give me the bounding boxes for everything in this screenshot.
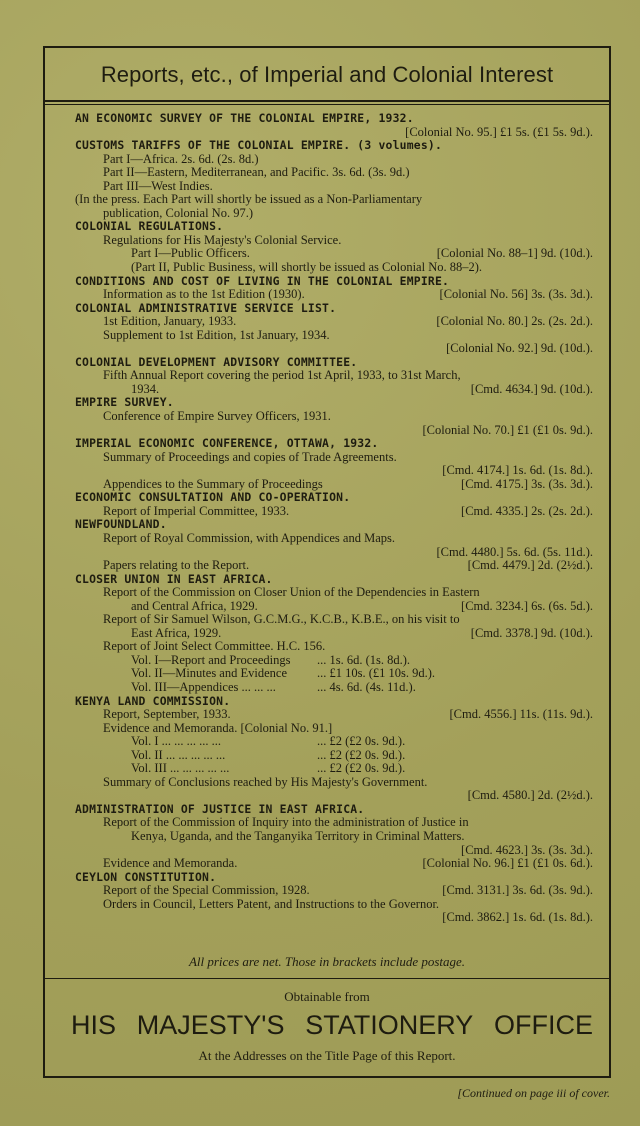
entry-line bbox=[75, 789, 593, 803]
heading-text: ECONOMIC CONSULTATION AND CO-OPERATION. bbox=[75, 490, 351, 505]
entry-text: Part II—Eastern, Mediterranean, and Pacific. 3s. 6d. (3s. 9d.) bbox=[103, 165, 410, 180]
entry-line bbox=[75, 234, 593, 248]
entry-line bbox=[75, 681, 593, 695]
publication-list bbox=[75, 112, 593, 925]
entry-text: (Part II, Public Business, will shortly be issued as Colonial No. 88–2). bbox=[131, 260, 483, 275]
entry-price: ... £2 (£2 0s. 9d.). bbox=[317, 734, 406, 749]
entry-line bbox=[75, 464, 593, 478]
entry-line bbox=[75, 762, 593, 776]
addresses-note: At the Addresses on the Title Page of this Report. bbox=[198, 1048, 456, 1063]
entry-text: Report of Royal Commission, with Appendices and Maps. bbox=[103, 530, 395, 545]
publisher-word: STATIONERY bbox=[305, 1010, 474, 1040]
entry-line bbox=[75, 451, 593, 465]
entry-reference: [Cmd. 3234.] 6s. (6s. 5d.). bbox=[461, 598, 593, 613]
entry-line bbox=[75, 153, 593, 167]
entry-text: publication, Colonial No. 97.) bbox=[103, 205, 253, 220]
section-heading bbox=[75, 803, 593, 817]
entry-reference: [Colonial No. 80.] 2s. (2s. 2d.). bbox=[436, 314, 593, 329]
heading-text: AN ECONOMIC SURVEY OF THE COLONIAL EMPIRE, 1932. bbox=[75, 111, 414, 125]
entry-line bbox=[75, 247, 593, 261]
entry-price: ... 1s. 6d. (1s. 8d.). bbox=[317, 652, 411, 667]
heading-text: CONDITIONS AND COST OF LIVING IN THE COLONIAL EMPIRE. bbox=[75, 273, 450, 288]
entry-reference: [Cmd. 4480.] 5s. 6d. (5s. 11d.). bbox=[436, 544, 593, 559]
section-heading bbox=[75, 112, 593, 126]
entry-reference: [Colonial No. 88–1] 9d. (10d.). bbox=[436, 246, 593, 261]
entry-reference: [Cmd. 4634.] 9d. (10d.). bbox=[470, 381, 593, 396]
section-heading bbox=[75, 695, 593, 709]
entry-text: Supplement to 1st Edition, 1st January, 1934. bbox=[103, 327, 330, 342]
entry-line bbox=[75, 180, 593, 194]
entry-line bbox=[75, 424, 593, 438]
entry-reference: [Cmd. 4556.] 11s. (11s. 9d.). bbox=[449, 707, 593, 722]
entry-text: Report of the Commission of Inquiry into the administration of Justice in bbox=[103, 815, 469, 830]
entry-text: Report of Sir Samuel Wilson, G.C.M.G., K.C.B., K.B.E., on his visit to bbox=[103, 612, 460, 627]
heading-text: NEWFOUNDLAND. bbox=[75, 517, 167, 532]
section-heading bbox=[75, 396, 593, 410]
entry-text: Evidence and Memoranda. [Colonial No. 91.] bbox=[103, 720, 333, 735]
entry-reference: [Cmd. 4174.] 1s. 6d. (1s. 8d.). bbox=[442, 463, 593, 478]
entry-text: Kenya, Uganda, and the Tanganyika Territory in Criminal Matters. bbox=[131, 828, 465, 843]
entry-price: ... £2 (£2 0s. 9d.). bbox=[317, 761, 406, 776]
entry-line bbox=[75, 532, 593, 546]
entry-text: Report of Joint Select Committee. H.C. 156. bbox=[103, 639, 326, 654]
page-frame bbox=[43, 46, 611, 1078]
entry-text: Vol. I ... ... ... ... ... bbox=[131, 734, 222, 749]
entry-line bbox=[75, 857, 593, 871]
entry-reference: [Colonial No. 92.] 9d. (10d.). bbox=[446, 341, 593, 356]
entry-text: Vol. II ... ... ... ... ... bbox=[131, 747, 226, 762]
entry-line bbox=[75, 329, 593, 343]
entry-reference: [Cmd. 4623.] 3s. (3s. 3d.). bbox=[461, 842, 593, 857]
entry-text: Report of the Special Commission, 1928. bbox=[103, 883, 310, 898]
entry-price: ... £1 10s. (£1 10s. 9d.). bbox=[317, 666, 436, 681]
heading-text: IMPERIAL ECONOMIC CONFERENCE, OTTAWA, 1932. bbox=[75, 436, 379, 451]
entry-reference: [Cmd. 3131.] 3s. 6d. (3s. 9d.). bbox=[442, 883, 593, 898]
entry-line bbox=[75, 749, 593, 763]
entry-text: Orders in Council, Letters Patent, and Instructions to the Governor. bbox=[103, 896, 440, 911]
entry-text: Vol. III ... ... ... ... ... bbox=[131, 761, 230, 776]
publisher-word: OFFICE bbox=[493, 1010, 593, 1040]
entry-text: and Central Africa, 1929. bbox=[131, 598, 258, 613]
entry-line bbox=[75, 207, 593, 221]
entry-line bbox=[75, 261, 593, 275]
entry-line bbox=[75, 410, 593, 424]
entry-reference: [Colonial No. 56] 3s. (3s. 3d.). bbox=[439, 287, 593, 302]
entry-line bbox=[75, 193, 593, 207]
section-rule bbox=[45, 978, 609, 979]
entry-text: Information as to the 1st Edition (1930). bbox=[103, 287, 305, 302]
entry-text: Summary of Conclusions reached by His Majesty's Government. bbox=[103, 774, 428, 789]
entry-text: Evidence and Memoranda. bbox=[103, 856, 238, 871]
heading-text: COLONIAL DEVELOPMENT ADVISORY COMMITTEE. bbox=[75, 354, 358, 369]
entry-line bbox=[75, 166, 593, 180]
entry-line bbox=[75, 735, 593, 749]
entry-reference: [Cmd. 4580.] 2d. (2½d.). bbox=[467, 788, 593, 803]
entry-line bbox=[75, 898, 593, 912]
section-heading bbox=[75, 139, 593, 153]
entry-line bbox=[75, 667, 593, 681]
entry-line bbox=[75, 383, 593, 397]
heading-text: CLOSER UNION IN EAST AFRICA. bbox=[75, 571, 273, 586]
entry-line bbox=[75, 478, 593, 492]
continued-note: [Continued on page iii of cover. bbox=[457, 1086, 610, 1100]
entry-reference: [Colonial No. 96.] £1 (£1 0s. 6d.). bbox=[422, 856, 593, 871]
entry-line bbox=[75, 559, 593, 573]
entry-text: Conference of Empire Survey Officers, 1931. bbox=[103, 409, 331, 424]
section-heading bbox=[75, 302, 593, 316]
entry-text: (In the press. Each Part will shortly be issued as a Non-Parliamentary bbox=[75, 192, 423, 207]
heading-text: KENYA LAND COMMISSION. bbox=[75, 693, 231, 708]
entry-text: Regulations for His Majesty's Colonial Service. bbox=[103, 232, 342, 247]
heading-text: COLONIAL REGULATIONS. bbox=[75, 219, 224, 234]
entry-line bbox=[75, 776, 593, 790]
entry-line bbox=[75, 613, 593, 627]
entry-text: 1st Edition, January, 1933. bbox=[103, 314, 237, 329]
entry-line bbox=[75, 126, 593, 140]
entry-text: Part I—Public Officers. bbox=[131, 246, 250, 261]
section-heading bbox=[75, 518, 593, 532]
entry-line bbox=[75, 342, 593, 356]
entry-text: Report of the Commission on Closer Union of the Dependencies in Eastern bbox=[103, 585, 480, 600]
heading-text: CUSTOMS TARIFFS OF THE COLONIAL EMPIRE. (3 volumes). bbox=[75, 138, 443, 153]
section-heading bbox=[75, 573, 593, 587]
entry-line bbox=[75, 654, 593, 668]
section-heading bbox=[75, 491, 593, 505]
heading-text: EMPIRE SURVEY. bbox=[75, 395, 174, 410]
page-title: Reports, etc., of Imperial and Colonial Interest bbox=[100, 62, 554, 87]
entry-reference: [Cmd. 4479.] 2d. (2½d.). bbox=[467, 558, 593, 573]
section-heading bbox=[75, 871, 593, 885]
entry-line bbox=[75, 722, 593, 736]
entry-price: ... 4s. 6d. (4s. 11d.). bbox=[317, 679, 416, 694]
entry-reference: [Cmd. 3862.] 1s. 6d. (1s. 8d.). bbox=[442, 910, 593, 925]
entry-line bbox=[75, 546, 593, 560]
entry-text: Papers relating to the Report. bbox=[103, 558, 250, 573]
heading-text: COLONIAL ADMINISTRATIVE SERVICE LIST. bbox=[75, 300, 337, 315]
entry-text: Vol. III—Appendices ... ... ... bbox=[131, 679, 276, 694]
entry-reference: [Cmd. 4175.] 3s. (3s. 3d.). bbox=[461, 476, 593, 491]
entry-line bbox=[75, 708, 593, 722]
entry-reference: [Colonial No. 70.] £1 (£1 0s. 9d.). bbox=[422, 422, 593, 437]
section-heading bbox=[75, 220, 593, 234]
section-heading bbox=[75, 356, 593, 370]
entry-text: Vol. II—Minutes and Evidence bbox=[131, 666, 287, 681]
entry-line bbox=[75, 586, 593, 600]
entry-text: Summary of Proceedings and copies of Trade Agreements. bbox=[103, 449, 397, 464]
publisher-name bbox=[71, 1010, 593, 1041]
title-rule-thin bbox=[45, 104, 609, 105]
entry-reference: [Cmd. 3378.] 9d. (10d.). bbox=[470, 625, 593, 640]
entry-text: Fifth Annual Report covering the period 1st April, 1933, to 31st March, bbox=[103, 368, 461, 383]
entry-line bbox=[75, 640, 593, 654]
entry-text: Appendices to the Summary of Proceedings bbox=[103, 476, 323, 491]
entry-line bbox=[75, 315, 593, 329]
price-note: All prices are net. Those in brackets include postage. bbox=[188, 954, 466, 969]
entry-text: East Africa, 1929. bbox=[131, 625, 222, 640]
entry-line bbox=[75, 627, 593, 641]
entry-reference: [Colonial No. 95.] £1 5s. (£1 5s. 9d.). bbox=[405, 124, 593, 139]
entry-line bbox=[75, 505, 593, 519]
heading-text: CEYLON CONSTITUTION. bbox=[75, 869, 217, 884]
entry-text: Report, September, 1933. bbox=[103, 707, 231, 722]
entry-line bbox=[75, 830, 593, 844]
entry-line bbox=[75, 816, 593, 830]
section-heading bbox=[75, 437, 593, 451]
title-rule bbox=[45, 100, 609, 102]
heading-text: ADMINISTRATION OF JUSTICE IN EAST AFRICA. bbox=[75, 801, 365, 816]
entry-line bbox=[75, 600, 593, 614]
entry-line bbox=[75, 884, 593, 898]
entry-text: Report of Imperial Committee, 1933. bbox=[103, 503, 290, 518]
publisher-word: HIS bbox=[71, 1010, 117, 1040]
section-heading bbox=[75, 275, 593, 289]
entry-text: Part III—West Indies. bbox=[103, 178, 213, 193]
entry-line bbox=[75, 369, 593, 383]
entry-text: 1934. bbox=[131, 381, 160, 396]
entry-line bbox=[75, 288, 593, 302]
entry-reference: [Cmd. 4335.] 2s. (2s. 2d.). bbox=[461, 503, 593, 518]
entry-text: Part I—Africa. 2s. 6d. (2s. 8d.) bbox=[103, 151, 259, 166]
publisher-word: MAJESTY'S bbox=[136, 1010, 285, 1040]
entry-line bbox=[75, 844, 593, 858]
entry-text: Vol. I—Report and Proceedings bbox=[131, 652, 291, 667]
entry-line bbox=[75, 911, 593, 925]
entry-price: ... £2 (£2 0s. 9d.). bbox=[317, 747, 406, 762]
obtainable-from: Obtainable from bbox=[284, 989, 370, 1004]
